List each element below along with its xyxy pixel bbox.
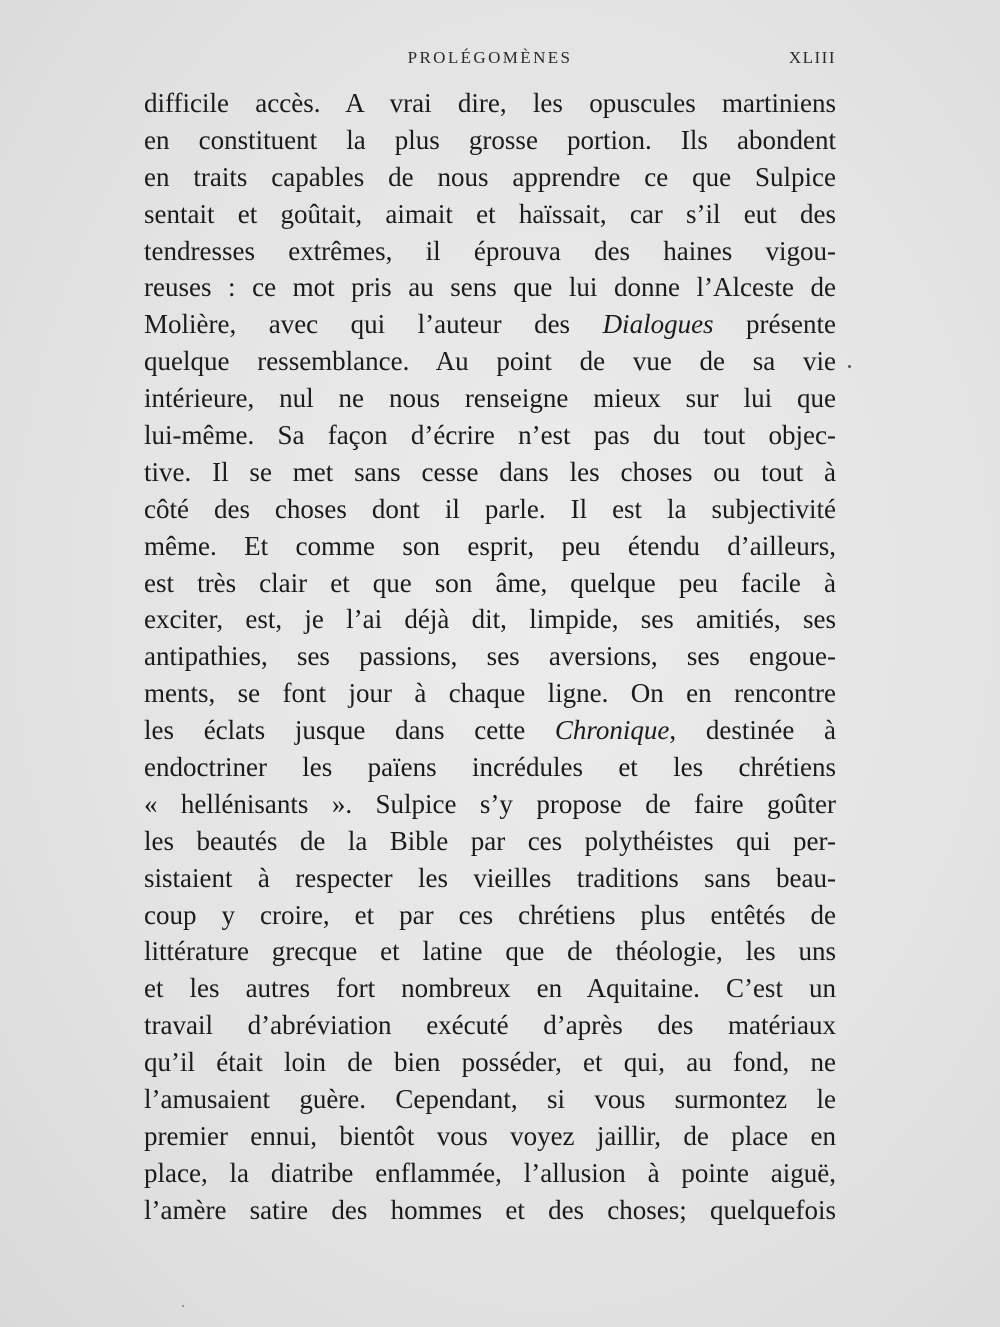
text-segment: antipathies, ses passions, ses aversions, ses engoue- xyxy=(144,641,836,672)
text-line xyxy=(144,85,836,122)
page-number: XLIII xyxy=(788,48,836,67)
text-line xyxy=(144,1081,836,1118)
text-segment: les éclats jusque dans cette xyxy=(144,715,555,746)
text-segment: même. Et comme son esprit, peu étendu d’ailleurs, xyxy=(144,530,836,561)
text-segment: intérieure, nul ne nous renseigne mieux sur lui que xyxy=(144,383,836,414)
text-segment: sentait et goûtait, aimait et haïssait, car s’il eut des xyxy=(144,198,836,229)
text-line xyxy=(144,638,836,675)
text-line xyxy=(144,565,836,602)
text-segment: travail d’abréviation exécuté d’après des matériaux xyxy=(144,1010,836,1041)
text-segment: , destinée à xyxy=(669,715,836,746)
text-segment: ments, se font jour à chaque ligne. On en rencontre xyxy=(144,678,836,709)
text-segment: les beautés de la Bible par ces polythéistes qui per- xyxy=(144,825,836,856)
text-line xyxy=(144,491,836,528)
text-segment: l’amusaient guère. Cependant, si vous surmontez le xyxy=(144,1084,836,1115)
text-line xyxy=(144,970,836,1007)
text-line xyxy=(144,380,836,417)
running-title: PROLÉGOMÈNES xyxy=(407,48,573,67)
italic-title: Dialogues xyxy=(602,309,714,340)
text-line xyxy=(144,860,836,897)
text-line xyxy=(144,528,836,565)
text-segment: endoctriner les païens incrédules et les chrétiens xyxy=(144,752,836,783)
italic-title: Chronique xyxy=(554,715,670,746)
text-segment: Molière, avec qui l’auteur des xyxy=(144,309,603,340)
text-line xyxy=(144,712,836,749)
text-line xyxy=(144,233,836,270)
text-segment: l’amère satire des hommes et des choses; quelquefois xyxy=(144,1194,836,1225)
text-line xyxy=(144,122,836,159)
text-segment: reuses : ce mot pris au sens que lui donne l’Alceste de xyxy=(144,272,836,303)
text-line xyxy=(144,601,836,638)
margin-speck xyxy=(182,1305,184,1307)
text-line xyxy=(144,823,836,860)
text-segment: exciter, est, je l’ai déjà dit, limpide, ses amitiés, ses xyxy=(144,604,836,635)
text-line xyxy=(144,159,836,196)
text-line xyxy=(144,1007,836,1044)
text-line xyxy=(144,1155,836,1192)
text-line xyxy=(144,749,836,786)
text-segment: lui-même. Sa façon d’écrire n’est pas du tout objec- xyxy=(144,420,836,451)
text-line xyxy=(144,343,836,380)
text-line xyxy=(144,675,836,712)
text-line xyxy=(144,454,836,491)
text-segment: premier ennui, bientôt vous voyez jaillir, de place en xyxy=(144,1120,836,1151)
text-segment: qu’il était loin de bien posséder, et qui, au fond, ne xyxy=(144,1047,836,1078)
text-segment: « hellénisants ». Sulpice s’y propose de faire goûter xyxy=(144,788,836,819)
text-segment: côté des choses dont il parle. Il est la subjectivité xyxy=(144,493,836,524)
text-line xyxy=(144,1044,836,1081)
text-line xyxy=(144,1192,836,1229)
text-segment: tendresses extrêmes, il éprouva des haines vigou- xyxy=(144,235,836,266)
text-line xyxy=(144,786,836,823)
text-segment: présente xyxy=(713,309,836,340)
margin-speck xyxy=(848,365,851,368)
text-line xyxy=(144,306,836,343)
text-segment: difficile accès. A vrai dire, les opuscules martiniens xyxy=(144,88,836,118)
text-segment: en traits capables de nous apprendre ce que Sulpice xyxy=(144,161,836,192)
text-segment: quelque ressemblance. Au point de vue de sa vie xyxy=(144,346,836,377)
text-segment: et les autres fort nombreux en Aquitaine. C’est un xyxy=(144,973,836,1004)
text-segment: tive. Il se met sans cesse dans les choses ou tout à xyxy=(144,456,836,487)
text-segment: est très clair et que son âme, quelque peu facile à xyxy=(144,567,836,598)
text-segment: place, la diatribe enflammée, l’allusion à pointe aiguë, xyxy=(144,1157,836,1188)
text-line xyxy=(144,897,836,934)
text-line xyxy=(144,417,836,454)
text-line xyxy=(144,933,836,970)
body-text xyxy=(144,85,836,1229)
running-head xyxy=(144,48,836,72)
text-segment: en constituent la plus grosse portion. Ils abondent xyxy=(144,124,836,155)
text-line xyxy=(144,269,836,306)
text-line xyxy=(144,1118,836,1155)
text-line xyxy=(144,196,836,233)
text-segment: coup y croire, et par ces chrétiens plus entêtés de xyxy=(144,899,836,930)
text-segment: littérature grecque et latine que de théologie, les uns xyxy=(144,936,836,967)
text-segment: sistaient à respecter les vieilles traditions sans beau- xyxy=(144,862,836,893)
